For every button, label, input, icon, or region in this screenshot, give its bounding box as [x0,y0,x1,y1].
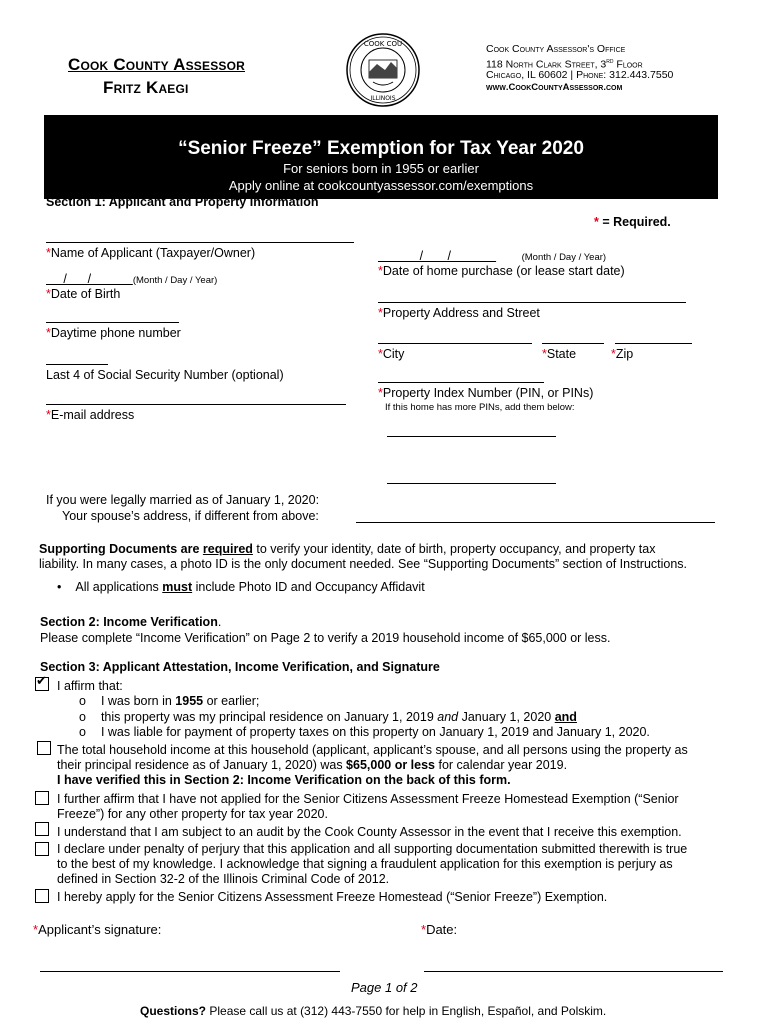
perjury-checkbox[interactable] [35,842,49,856]
perjury-line3: defined in Section 32-2 of the Illinois Criminal Code of 2012. [57,872,390,886]
name-label: *Name of Applicant (Taxpayer/Owner) [46,246,256,260]
form-title: “Senior Freeze” Exemption for Tax Year 2020 [178,138,584,159]
income-line2: their principal residence as of January 1, 2020) was $65,000 or less for calendar year 2019. [57,758,568,772]
help-line: Questions? Please call us at (312) 443-7550 for help in English, Español, and Polskim. [140,1004,607,1018]
spouse-address-label: Your spouse’s address, if different from above: [62,509,319,523]
email-label: *E-mail address [46,408,135,422]
office-website[interactable]: www.CookCountyAssessor.com [486,82,623,93]
state-field[interactable] [542,343,604,344]
eligibility-subtitle: For seniors born in 1955 or earlier [283,161,479,176]
apply-checkbox[interactable] [35,889,49,903]
income-line1: The total household income at this household (applicant, applicant’s spouse, and all persons using the property as [57,743,688,757]
svg-text:ILLINOIS: ILLINOIS [370,95,396,102]
section2-text: Please complete “Income Verification” on Page 2 to verify a 2019 household income of $65,000 or less. [40,631,611,645]
perjury-line2: to the best of my knowledge. I acknowledge that signing a fraudulent application for this exemption is perjury as [57,857,673,871]
zip-label: *Zip [611,347,634,361]
further-affirm-line2: Freeze”) for any other property for tax year 2020. [57,807,328,821]
affirm-sub-2: o this property was my principal residence on January 1, 2019 and January 1, 2020 and [79,710,577,724]
apply-online-subtitle: Apply online at cookcountyassessor.com/exemptions [228,178,534,193]
supporting-docs-line2: liability. In many cases, a photo ID is the only document needed. See “Supporting Documents” section of Instructions. [39,557,688,571]
purchase-date-label: *Date of home purchase (or lease start date) [378,264,625,278]
svg-text:COOK COU: COOK COU [363,40,403,48]
city-field[interactable] [378,343,532,344]
ssn-label: Last 4 of Social Security Number (optional) [46,368,284,382]
ssn-field[interactable] [46,364,108,365]
office-street: 118 North Clark Street, 3rd Floor [486,58,643,71]
page-number: Page 1 of 2 [351,980,418,995]
org-name: Cook County Assessor [68,55,245,74]
pin-field[interactable] [378,382,544,383]
zip-field[interactable] [615,343,692,344]
affirm-label: I affirm that: [57,679,123,693]
required-note: * = Required. [594,215,671,229]
name-field[interactable] [46,242,354,243]
assessor-name: Fritz Kaegi [103,78,189,97]
city-label: *City [378,347,405,361]
married-question: If you were legally married as of January 1, 2020: [46,493,320,507]
spouse-address-field[interactable] [356,522,715,523]
pin-note: If this home has more PINs, add them below: [385,402,575,413]
section3-heading: Section 3: Applicant Attestation, Income Verification, and Signature [40,660,440,674]
address-field[interactable] [378,302,686,303]
affirm-sub-1: o I was born in 1955 or earlier; [79,694,260,708]
section1-heading: Section 1: Applicant and Property Information [46,195,319,209]
email-field[interactable] [46,404,346,405]
dob-label: *Date of Birth [46,287,121,301]
extra-pin-field-1[interactable] [387,436,556,437]
office-city-phone: Chicago, IL 60602 | Phone: 312.443.7550 [486,69,674,81]
date-label: *Date: [421,922,458,937]
phone-label: *Daytime phone number [46,326,181,340]
apply-text: I hereby apply for the Senior Citizens Assessment Freeze Homestead (“Senior Freeze”) Exemption. [57,890,608,904]
income-checkbox[interactable] [37,741,51,755]
audit-checkbox[interactable] [35,822,49,836]
further-affirm-checkbox[interactable] [35,791,49,805]
state-label: *State [542,347,577,361]
income-line3: I have verified this in Section 2: Income Verification on the back of this form. [57,773,511,787]
date-field[interactable] [424,971,723,972]
section2-heading: Section 2: Income Verification. [40,615,222,629]
purchase-date-field[interactable]: / / (Month / Day / Year) [378,249,607,263]
dob-field[interactable]: / / (Month / Day / Year) [46,272,218,286]
signature-field[interactable] [40,971,340,972]
pin-label: *Property Index Number (PIN, or PINs) [378,386,594,400]
perjury-line1: I declare under penalty of perjury that this application and all supporting documentation submitted therewith is true [57,842,688,856]
supporting-docs-line1: Supporting Documents are required to verify your identity, date of birth, property occupancy, and property tax [39,542,656,556]
further-affirm-line1: I further affirm that I have not applied for the Senior Citizens Assessment Freeze Homestead Exemption (“Senior [57,792,679,806]
county-seal-logo [345,32,421,108]
extra-pin-field-2[interactable] [387,483,556,484]
address-label: *Property Address and Street [378,306,540,320]
affirm-checkbox[interactable] [35,677,49,691]
affirm-sub-3: o I was liable for payment of property taxes on this property on January 1, 2019 and January 1, 2020. [79,725,650,739]
office-title: Cook County Assessor's Office [486,43,626,55]
signature-label: *Applicant’s signature: [33,922,162,937]
phone-field[interactable] [46,322,179,323]
supporting-bullet: • All applications must include Photo ID and Occupancy Affidavit [57,580,425,594]
audit-text: I understand that I am subject to an audit by the Cook County Assessor in the event that I receive this exemption. [57,825,682,839]
title-banner [44,115,718,199]
